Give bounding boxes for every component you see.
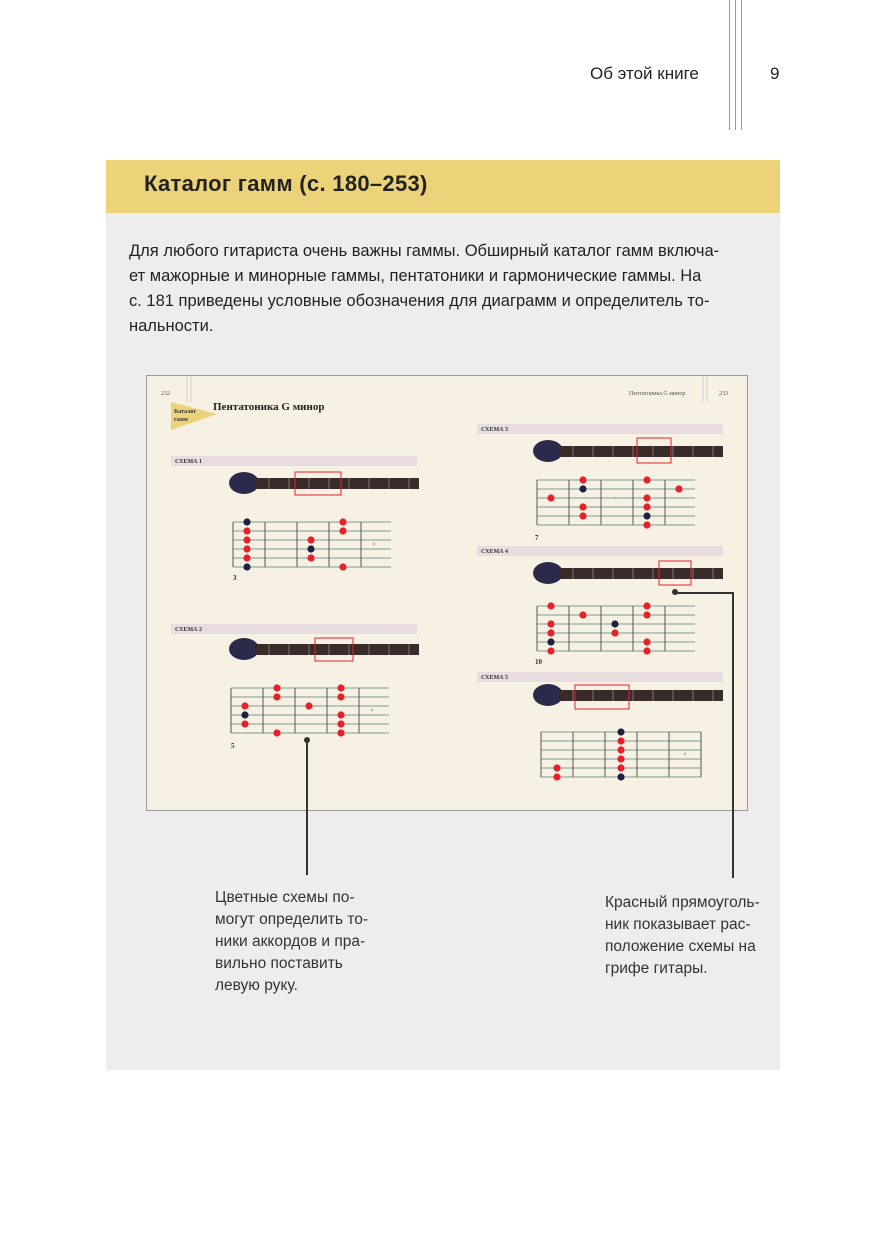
book-spread-image	[146, 375, 748, 811]
spread-running-header: Пентатоника G минор	[629, 391, 686, 397]
leader-line	[306, 740, 308, 875]
leader-line	[732, 592, 734, 878]
callout-line: Красный прямоуголь-	[605, 894, 760, 911]
fretboard-diagram	[231, 684, 389, 736]
fretboard-diagram	[233, 518, 391, 570]
intro-line: нальности.	[129, 317, 214, 335]
scheme-label: СХЕМА 4	[481, 549, 509, 555]
callout-line: ник показывает рас-	[605, 916, 751, 933]
spread-page-title: Пентатоника G минор	[213, 401, 325, 413]
scheme-label: СХЕМА 5	[481, 675, 509, 681]
callout-line: ники аккордов и пра-	[215, 933, 366, 950]
callout-line: грифе гитары.	[605, 960, 708, 977]
catalog-tab	[171, 402, 217, 430]
fret-number: 5	[231, 742, 235, 750]
fretboard-diagram	[537, 476, 695, 528]
fretboard-diagram	[537, 602, 695, 654]
page-number: 9	[770, 64, 780, 83]
scheme-label: СХЕМА 3	[481, 427, 509, 433]
guitar-neck	[533, 561, 723, 585]
fretboard-diagram	[541, 728, 701, 780]
leader-line	[675, 592, 733, 594]
running-header-title: Об этой книге	[590, 64, 699, 83]
scheme-label: СХЕМА 1	[175, 459, 203, 465]
intro-line: с. 181 приведены условные обозначения для диаграмм и определитель то-	[129, 292, 710, 310]
spread-right-page-number: 233	[719, 391, 728, 397]
decor-line	[729, 0, 730, 130]
guitar-neck	[533, 684, 723, 709]
fret-number: 3	[233, 574, 237, 582]
callout-line: Цветные схемы по-	[215, 889, 355, 906]
scheme-label: СХЕМА 2	[175, 627, 203, 633]
spread-left-page-number: 232	[161, 391, 170, 397]
fret-number: 7	[535, 534, 539, 542]
callout-line: могут определить то-	[215, 911, 369, 928]
catalog-panel	[106, 160, 780, 1070]
section-title: Каталог гамм (с. 180–253)	[144, 171, 428, 196]
callout-line: левую руку.	[215, 977, 298, 994]
guitar-neck	[229, 472, 419, 495]
guitar-neck	[533, 438, 723, 463]
guitar-neck	[229, 638, 419, 661]
fret-number: 10	[535, 658, 542, 666]
callout-line: положение схемы на	[605, 938, 756, 955]
decor-line	[735, 0, 736, 130]
intro-line: ет мажорные и минорные гаммы, пентатоники и гармонические гаммы. На	[129, 267, 702, 285]
tab-label: Каталог	[174, 409, 197, 415]
decor-line	[741, 0, 742, 130]
intro-paragraph	[129, 239, 759, 339]
tab-label: гамм	[174, 417, 188, 423]
section-title-band	[106, 160, 780, 213]
callout-right	[605, 892, 760, 980]
spread-illustration	[147, 376, 747, 810]
callout-line: вильно поставить	[215, 955, 343, 972]
callout-left	[215, 887, 368, 997]
intro-line: Для любого гитариста очень важны гаммы. Обширный каталог гамм включа-	[129, 242, 720, 260]
